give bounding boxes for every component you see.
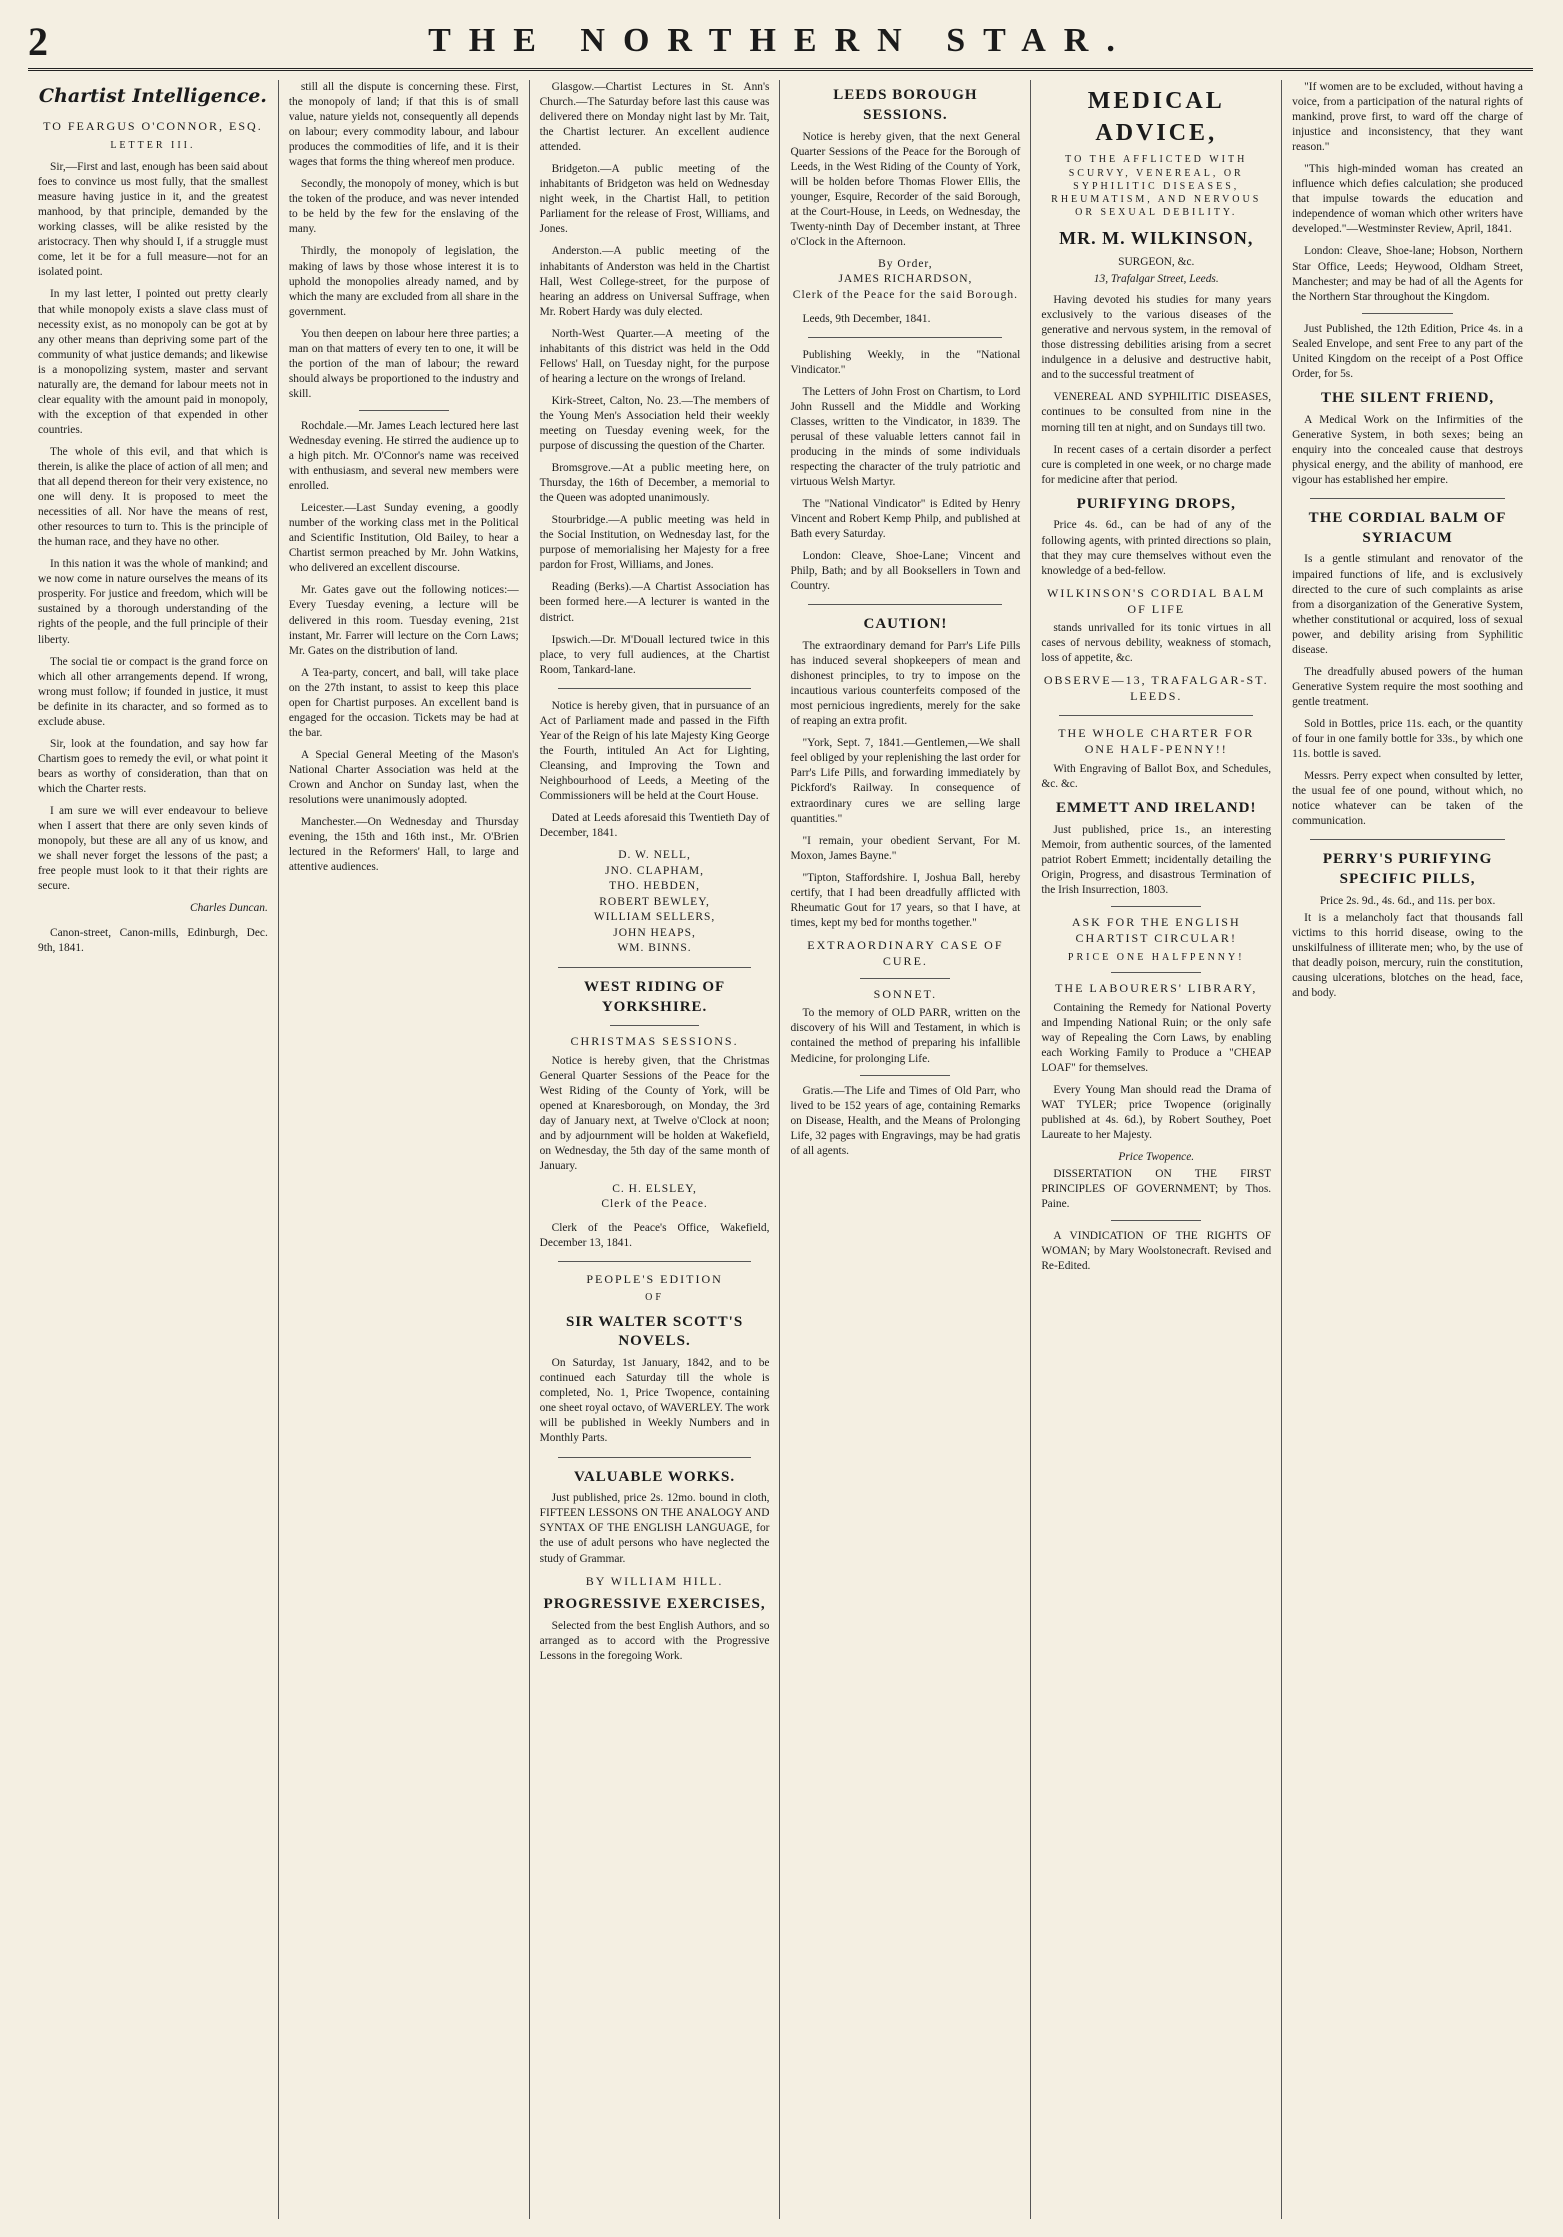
ad-text: Is a gentle stimulant and renovator of the impaired functions of life, and is exclusively directed to the cure of such complaints as arise from a disorganization of the Generative System, whether constitutional or acquired, loss of sexual power, and debility arising from Syphilitic disease. <box>1292 553 1523 656</box>
columns <box>28 80 1533 2219</box>
news-item: Manchester.—On Wednesday and Thursday evening, the 15th and 16th inst., Mr. O'Brien lectured in the Reformers' Hall, to large and attentive audiences. <box>288 816 519 874</box>
ad-text: London: Cleave, Shoe-Lane; Vincent and Philp, Bath; and by all Booksellers in Town and Country. <box>790 550 1021 593</box>
clerk-place: Clerk of the Peace's Office, Wakefield, December 13, 1841. <box>539 1221 770 1249</box>
article-paragraph: In my last letter, I pointed out pretty clearly that while monopoly exists a slave class must of necessity exist, as no monopoly can be got at by any other means than depriving some part of the community of what justice demands; and likewise is a monopolizing system, master and servant naturally are, the demand for labour meets not in clear equality with the amount paid in monopoly, with the exception of that expended in other countries. <box>38 288 268 436</box>
divider <box>1059 715 1253 716</box>
letter-addressee: TO FEARGUS O'CONNOR, ESQ. <box>43 119 263 134</box>
clerk-block <box>790 257 1020 304</box>
ad-text: The Letters of John Frost on Chartism, to Lord John Russell and the Middle and Working Classes, written to the Vindicator, in 1839. The perusal of these valuable letters cannot fail in producing in the minds of some individuals respecting the character of the truly patriotic and virtuous Welsh Martyr. <box>790 385 1021 488</box>
ad-heading: PURIFYING DROPS, <box>1076 495 1236 512</box>
ad-text: Gratis.—The Life and Times of Old Parr, who lived to be 152 years of age, containing Remarks on Disease, Health, and the Means of Prolonging Life, 32 pages with Engravings, may be had gratis of all agents. <box>790 1084 1021 1157</box>
ad-heading: CAUTION! <box>863 616 948 633</box>
news-item: Stourbridge.—A public meeting was held in the Social Institution, on Wednesday last, for the purpose of memorialising her Majesty for a free pardon for Frost, Williams, and Jones. <box>539 514 770 572</box>
sonnet-title: SONNET. <box>873 986 938 1001</box>
ad-price: Price Twopence. <box>1118 1151 1195 1163</box>
ad-text: Just Published, the 12th Edition, Price 4s. in a Sealed Envelope, and sent Free to any part of the United Kingdom on the receipt of a Post Office Order, for 5s. <box>1292 322 1523 380</box>
author-line: BY WILLIAM HILL. <box>585 1573 724 1588</box>
article-paragraph: The whole of this evil, and that which is therein, is alike the place of action of all men; and that all depend thereon for their very existence, no one will deny. It is proposed to meet the necessities of all. Nor have the means of rest, other resources to turn to. This is the principle of the human race, and they have no other. <box>38 445 268 549</box>
divider <box>610 1025 700 1026</box>
news-item: Bromsgrove.—At a public meeting here, on Thursday, the 16th of December, a memorial to the Queen was adopted unanimously. <box>539 462 770 505</box>
doctor-role: SURGEON, &c. <box>1118 256 1195 269</box>
divider <box>1111 972 1201 973</box>
news-item: North-West Quarter.—A meeting of the inhabitants of this district was held in the Odd Fellows' Hall, on Tuesday night, for the purpose of hearing a lecture on the wrongs of Ireland. <box>539 327 770 385</box>
divider <box>558 967 752 968</box>
divider <box>558 1261 752 1262</box>
ad-text: On Saturday, 1st January, 1842, and to be continued each Saturday till the whole is completed, No. 1, Price Twopence, containing one sheet royal octavo, of WAVERLEY. The work will be published in Weekly Numbers and in Monthly Parts. <box>539 1357 770 1445</box>
notice-heading: LEEDS BOROUGH SESSIONS. <box>833 87 978 123</box>
doctor-name: MR. M. WILKINSON, <box>1059 228 1254 249</box>
clerk-place: Leeds, 9th December, 1841. <box>802 312 931 325</box>
quote-paragraph: "This high-minded woman has created an influence which defies calculation; she produced that impulse towards the education and independence of woman which other writers have developed."—Westminster Review, April, 1841. <box>1292 163 1523 236</box>
column-1 <box>28 80 279 2219</box>
article-paragraph: still all the dispute is concerning these. First, the monopoly of land; if that this is of small value, nature yields not, consequently all depends on labour; every commodity labour, and labour produces the commodities of life, and it is their wages that forms the thing whereof men produce. <box>288 81 519 169</box>
ad-heading: EMMETT AND IRELAND! <box>1056 799 1257 816</box>
dateline: Canon-street, Canon-mills, Edinburgh, Dec. 9th, 1841. <box>38 927 268 955</box>
notice-subheading: CHRISTMAS SESSIONS. <box>570 1034 739 1049</box>
divider <box>1310 839 1505 840</box>
divider <box>860 1075 950 1076</box>
ad-text: A Medical Work on the Infirmities of the Generative System, in both sexes; being an enquiry into the concealed cause that destroys physical energy, and the ability of manhood, ere vigour has established her empire. <box>1292 413 1523 486</box>
divider <box>1111 1220 1201 1221</box>
ad-text: Containing the Remedy for National Poverty and Impending National Ruin; or the only safe way of Repealing the Corn Laws, by enabling each Working Family to Produce a "CHEAP LOAF" for themselves. <box>1041 1001 1272 1074</box>
section-title: Chartist Intelligence. <box>38 85 267 107</box>
ad-price: PRICE ONE HALFPENNY! <box>1067 951 1245 963</box>
commissioner-name: JNO. CLAPHAM, <box>605 864 705 877</box>
ad-text: VENEREAL AND SYPHILITIC DISEASES, continues to be consulted from nine in the morning till ten at night, and on Sundays till two. <box>1041 391 1272 434</box>
divider <box>1362 313 1453 314</box>
clerk-name: JAMES RICHARDSON, <box>838 273 973 286</box>
edition-label: PEOPLE'S EDITION <box>586 1271 723 1286</box>
news-item: Bridgeton.—A public meeting of the inhabitants of Bridgeton was held on Wednesday night week, in the Chartist Hall, to petition Parliament for the release of Frost, Williams, and Jones. <box>539 163 770 236</box>
ad-text: Publishing Weekly, in the "National Vindicator." <box>790 348 1021 376</box>
doctor-address: 13, Trafalgar Street, Leeds. <box>1093 273 1219 286</box>
masthead <box>28 14 1533 71</box>
ad-subheading: WILKINSON'S CORDIAL BALM OF LIFE <box>1047 585 1266 616</box>
ad-address: OBSERVE—13, TRAFALGAR-ST. LEEDS. <box>1043 673 1269 704</box>
ad-text: stands unrivalled for its tonic virtues in all cases of nervous debility, weakness of stomach, loss of appetite, &c. <box>1041 622 1272 665</box>
divider <box>558 688 752 689</box>
legal-notice: Notice is hereby given, that the next General Quarter Sessions of the Peace for the Borough of Leeds, in the West Riding of the County of York, will be holden before Thomas Flower Ellis, the younger, Esquire, Recorder of the said Borough, at the Court-House, in Leeds, on Wednesday, the Twenty-ninth Day of December instant, at Three o'Clock in the Afternoon. <box>790 130 1021 248</box>
article-paragraph: Secondly, the monopoly of money, which is but the token of the produce, and was never intended to be held by the few for the enslaving of the many. <box>288 178 519 236</box>
news-item: A Tea-party, concert, and ball, will take place on the 27th instant, to assist to keep this place open for Chartist purposes. An excellent band is engaged for the occasion. Tickets may be had at the bar. <box>288 666 519 739</box>
ad-heading: THE WHOLE CHARTER FOR ONE HALF-PENNY!! <box>1058 726 1255 756</box>
ad-text: The extraordinary demand for Parr's Life Pills has induced several shopkeepers of mean and dishonest principles, to try to impose on the incautious various counterfeits composed of the most pernicious ingredients, merely for the sake of reaping an extra profit. <box>790 640 1021 728</box>
commissioner-names <box>540 848 770 957</box>
letter-number: LETTER III. <box>110 139 196 151</box>
ad-heading: MEDICAL ADVICE, <box>1087 88 1225 146</box>
ad-heading: THE CORDIAL BALM OF SYRIACUM <box>1308 509 1507 546</box>
divider <box>359 410 449 411</box>
column-5 <box>1031 80 1282 2219</box>
news-item: Leicester.—Last Sunday evening, a goodly number of the working class met in the Political and Scientific Institution, Old Bailey, to hear a Chartist sermon preached by Mr. John Watkins, who delivered an excellent discourse. <box>288 502 519 575</box>
news-item: Mr. Gates gave out the following notices:—Every Tuesday evening, a lecture will be delivered in this room. Tuesday evening, 21st instant, Mr. Farrer will lecture on the Corn Laws; Mr. Gates on the distribution of land. <box>288 584 519 657</box>
commissioner-name: ROBERT BEWLEY, <box>599 895 710 908</box>
ad-text: Sold in Bottles, price 11s. each, or the quantity of four in one family bottle for 33s., by which one 11s. bottle is saved. <box>1292 717 1523 761</box>
ad-text: A VINDICATION OF THE RIGHTS OF WOMAN; by Mary Woolstonecraft. Revised and Re-Edited. <box>1041 1230 1272 1273</box>
sonnet-text: To the memory of OLD PARR, written on the discovery of his Will and Testament, in which is contained the method of preparing his infallible Medicine, for prolonging Life. <box>790 1007 1021 1065</box>
ad-text: The dreadfully abused powers of the human Generative System require the most soothing and gentle treatment. <box>1292 665 1523 708</box>
ad-heading: SIR WALTER SCOTT'S NOVELS. <box>565 1313 744 1350</box>
article-paragraph: In this nation it was the whole of mankind; and we now come in nature ourselves the means of its prosperity. For justice and freedom, which will be sustained by a thorough understanding of the rights of the people, and the full principle of their liberty. <box>38 558 268 646</box>
ad-text: London: Cleave, Shoe-lane; Hobson, Northern Star Office, Leeds; Heywood, Oldham Street, Manchester; and may be had of all the Agents for the Northern Star throughout the Kingdom. <box>1292 245 1523 303</box>
commissioner-name: WILLIAM SELLERS, <box>593 911 716 924</box>
ad-heading: VALUABLE WORKS. <box>573 1468 736 1485</box>
ad-heading: ASK FOR THE ENGLISH CHARTIST CIRCULAR! <box>1071 914 1241 945</box>
ad-heading: THE SILENT FRIEND, <box>1320 389 1495 406</box>
legal-notice-date: Dated at Leeds aforesaid this Twentieth Day of December, 1841. <box>539 812 770 840</box>
by-order: By Order, <box>878 257 933 270</box>
divider <box>860 978 950 979</box>
article-paragraph: Thirdly, the monopoly of legislation, the making of laws by those whose interest it is to uphold the monopolies already named, and by which the many are excluded from all share in the government. <box>288 245 519 318</box>
ad-price: Price 2s. 9d., 4s. 6d., and 11s. per box. <box>1319 894 1496 907</box>
news-item: Glasgow.—Chartist Lectures in St. Ann's Church.—The Saturday before last this cause was delivered there on Monday night last by Mr. Tait, the Chartist lecturer. An excellent audience attended. <box>539 81 770 154</box>
news-item: Anderston.—A public meeting of the inhabitants of Anderston was held in the Chartist Hall, West College-street, for the purpose of hearing an address on Universal Suffrage, when Mr. Robert Hardy was duly elected. <box>539 245 770 318</box>
ad-text: In recent cases of a certain disorder a perfect cure is completed in one week, or no charge made for medicine after that period. <box>1041 443 1272 486</box>
notice-heading: WEST RIDING OF YORKSHIRE. <box>583 978 726 1015</box>
paper-title: THE NORTHERN STAR. <box>428 22 1133 59</box>
divider <box>1111 906 1201 907</box>
ad-subtitle: TO THE AFFLICTED WITH SCURVY, VENEREAL, OR SYPHILITIC DISEASES, RHEUMATISM, AND NERVOUS OR SEXUAL DEBILITY. <box>1051 154 1262 219</box>
commissioner-name: JOHN HEAPS, <box>613 926 696 939</box>
ad-text: Price 4s. 6d., can be had of any of the following agents, with printed directions so plain, that they may cure themselves without even the knowledge of a bed-fellow. <box>1041 519 1272 577</box>
ad-subheading: EXTRAORDINARY CASE OF CURE. <box>807 937 1004 968</box>
clerk-block <box>540 1182 770 1213</box>
ad-text: With Engraving of Ballot Box, and Schedules, &c. &c. <box>1041 762 1272 790</box>
ad-text: Just published, price 1s., an interesting Memoir, from authentic sources, of the lamented patriot Robert Emmett; incidentally detailing the Origin, Progress, and disastrous Termination of the Irish Insurrection, 1803. <box>1041 823 1272 896</box>
article-paragraph: Sir,—First and last, enough has been said about foes to convince us most fully, that the smallest measure having justice in it, and the greatest manhood, by that principle, demanded by the working classes, will be alike resisted by the aristocracy. Then why should I, if a struggle must come, let it be for a full measure—not for an isolated point. <box>38 161 268 279</box>
commissioner-name: WM. BINNS. <box>617 942 692 955</box>
ad-text: Selected from the best English Authors, and so arranged as to accord with the Progressive Lessons in the foregoing Work. <box>539 1620 770 1663</box>
ad-text: Messrs. Perry expect when consulted by letter, the usual fee of one pound, without which, no notice whatever can be taken of the communication. <box>1292 770 1523 828</box>
article-paragraph: You then deepen on labour here three parties; a man on that matters of every ten to one, it will be the portion of the man of labour; the reward should always be proportioned to the industry and skill. <box>288 327 519 400</box>
legal-notice: Notice is hereby given, that the Christmas General Quarter Sessions of the Peace for the West Riding of the County of York, will be opened at Knaresborough, on Monday, the 3rd day of January next, at Twelve o'Clock at noon; and by adjournment will be holden at Wakefield, on Wednesday, the 5th day of the same month of January. <box>539 1055 770 1173</box>
ad-text: DISSERTATION ON THE FIRST PRINCIPLES OF GOVERNMENT; by Thos. Paine. <box>1041 1168 1272 1211</box>
news-item: Kirk-Street, Calton, No. 23.—The members of the Young Men's Association held their weekly meeting on Tuesday evening week, for the purpose of discussing the question of the Charter. <box>539 394 770 453</box>
ad-heading: THE LABOURERS' LIBRARY, <box>1055 980 1258 995</box>
news-item: Reading (Berks).—A Chartist Association has been formed here.—A lecturer is wanted in the district. <box>539 581 770 624</box>
clerk-role: Clerk of the Peace for the said Borough. <box>792 289 1019 301</box>
clerk-role: Clerk of the Peace. <box>601 1198 708 1211</box>
of-label: OF <box>645 1292 664 1304</box>
column-2 <box>279 80 530 2219</box>
signature: Charles Duncan. <box>189 902 268 915</box>
testimonial: "York, Sept. 7, 1841.—Gentlemen,—We shall feel obliged by your replenishing the last order for Parr's Life Pills, and forwarding immediately by Pickford's Railway. In consequence of extraordinary cures we are selling large quantities." <box>790 737 1021 825</box>
testimonial: "Tipton, Staffordshire. I, Joshua Ball, hereby certify, that I had been dreadfully afflicted with Rheumatic Gout for 17 years, so that I have, at times, kept my bed for months together." <box>790 871 1021 929</box>
ad-text: Every Young Man should read the Drama of WAT TYLER; price Twopence (originally published at 4s. 6d.), by Robert Southey, Poet Laureate to her Majesty. <box>1041 1083 1272 1141</box>
news-item: A Special General Meeting of the Mason's National Charter Association was held at the Crown and Anchor on Sunday last, when the resolutions were unanimously adopted. <box>288 748 519 807</box>
news-item: Ipswich.—Dr. M'Douall lectured twice in this place, to very full audiences, at the Chartist Room, Tankard-lane. <box>539 633 770 676</box>
commissioner-name: THO. HEBDEN, <box>609 880 701 893</box>
news-item: Rochdale.—Mr. James Leach lectured here last Wednesday evening. He stirred the audience up to a high pitch. Mr. O'Connor's name was received with enthusiasm, and several new members were enrolled. <box>288 419 519 493</box>
ad-text: The "National Vindicator" is Edited by Henry Vincent and Robert Kemp Philp, and published at Bath every Saturday. <box>790 497 1021 541</box>
divider <box>808 604 1002 605</box>
column-3 <box>530 80 781 2219</box>
newspaper-page <box>28 14 1533 2219</box>
clerk-name: C. H. ELSLEY, <box>612 1182 697 1195</box>
legal-notice: Notice is hereby given, that in pursuance of an Act of Parliament made and passed in the Fifth Year of the Reign of his late Majesty King George the Fourth, intituled An Act for Lighting, Cleansing, and Improving the Town and Neighbourhood of Leeds, a Meeting of the Commissioners will be held at the Court House. <box>539 699 770 802</box>
article-paragraph: I am sure we will ever endeavour to believe when I assert that there are only seven kinds of monopoly, but these are all any of us know, and we shall never forget the lessons of the past; a free people must look to it that their rights are secure. <box>38 804 268 893</box>
testimonial: "I remain, your obedient Servant, For M. Moxon, James Bayne." <box>790 834 1021 862</box>
ad-text: It is a melancholy fact that thousands fall victims to this horrid disease, owing to the unskilfulness of illiterate men; who, by the use of that deadly poison, mercury, ruin the constitution, causing ulcerations, blotches on the head, face, and body. <box>1292 911 1523 1000</box>
ad-text: Just published, price 2s. 12mo. bound in cloth, FIFTEEN LESSONS ON THE ANALOGY AND SYNTAX OF THE ENGLISH LANGUAGE, for the use of adult persons who have neglected the study of Grammar. <box>539 1492 770 1565</box>
page-number: 2 <box>28 19 48 64</box>
ad-heading: PERRY'S PURIFYING SPECIFIC PILLS, <box>1322 851 1493 888</box>
commissioner-name: D. W. NELL, <box>618 849 691 862</box>
column-6 <box>1282 80 1533 2219</box>
divider <box>1310 498 1505 499</box>
divider <box>808 337 1002 338</box>
ad-heading: PROGRESSIVE EXERCISES, <box>543 1596 766 1613</box>
divider <box>558 1457 752 1458</box>
article-paragraph: Sir, look at the foundation, and say how far Chartism goes to remedy the evil, or what point it bears as worthy of consideration, than that on which the Charter rests. <box>38 737 268 795</box>
ad-text: Having devoted his studies for many years exclusively to the various diseases of the generative and nervous system, in the removal of those distressing debilities arising from a secret indulgence in a delusive and destructive habit, and to the successful treatment of <box>1041 294 1272 382</box>
article-paragraph: The social tie or compact is the grand force on which all other arrangements depend. If wrong, wrong must follow; if founded in justice, it must be definite in its character, and so formed as to exclude abuse. <box>38 655 268 728</box>
column-4 <box>780 80 1031 2219</box>
quote-paragraph: "If women are to be excluded, without having a voice, from a participation of the natural rights of mankind, prove first, to ward off the charge of injustice and inconsistency, that they want reason." <box>1292 81 1523 154</box>
